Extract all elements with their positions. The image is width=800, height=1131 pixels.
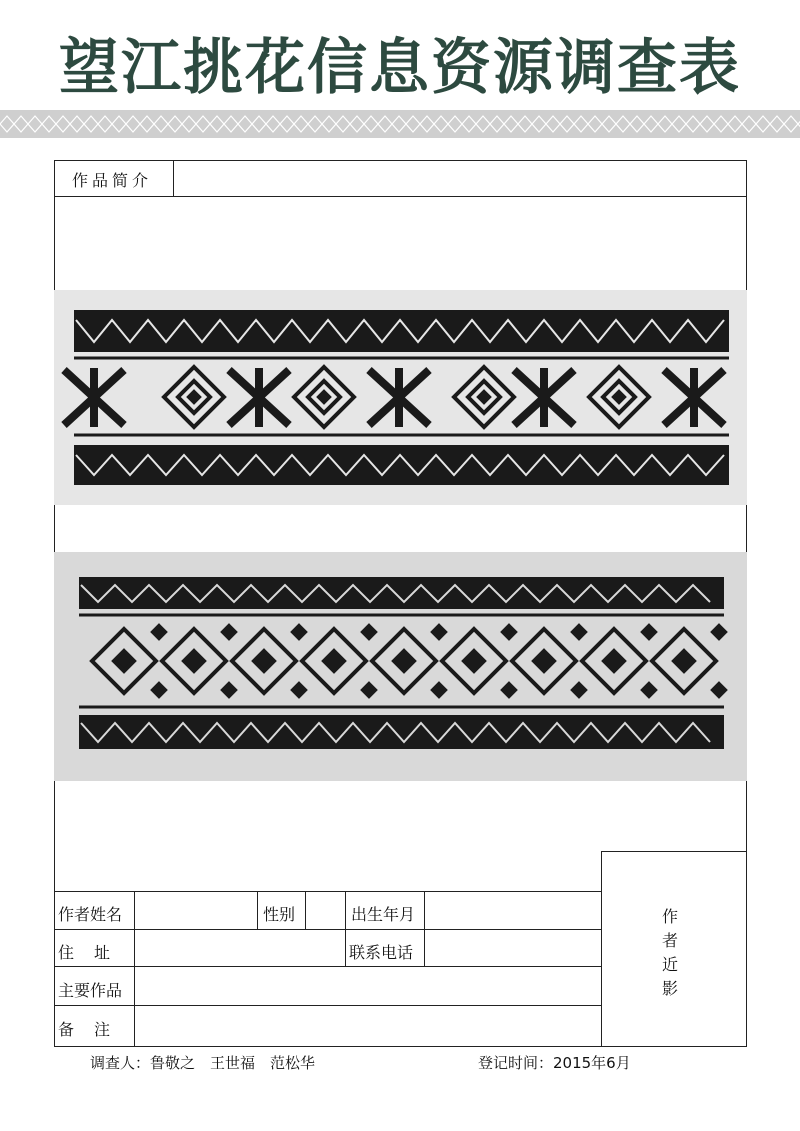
- gender-label: 性别: [263, 905, 296, 924]
- intro-label: 作品简介: [72, 171, 153, 190]
- decorative-band: [0, 110, 800, 138]
- embroidery-photo-2: [54, 552, 747, 781]
- registration-date: 登记时间：2015年6月: [478, 1054, 631, 1072]
- surveyors: 调查人：鲁敬之 王世福 范松华: [90, 1054, 316, 1072]
- works-label: 主要作品: [58, 981, 123, 1000]
- address-label: 住 址: [58, 943, 113, 962]
- birth-label: 出生年月: [351, 905, 416, 924]
- page-title: 望江挑花信息资源调查表: [59, 33, 741, 103]
- author-name-label: 作者姓名: [58, 905, 123, 924]
- embroidery-photo-1: [54, 290, 747, 505]
- remarks-label: 备 注: [58, 1020, 113, 1039]
- phone-label: 联系电话: [349, 943, 414, 962]
- portrait-label: 作者近影: [662, 907, 679, 998]
